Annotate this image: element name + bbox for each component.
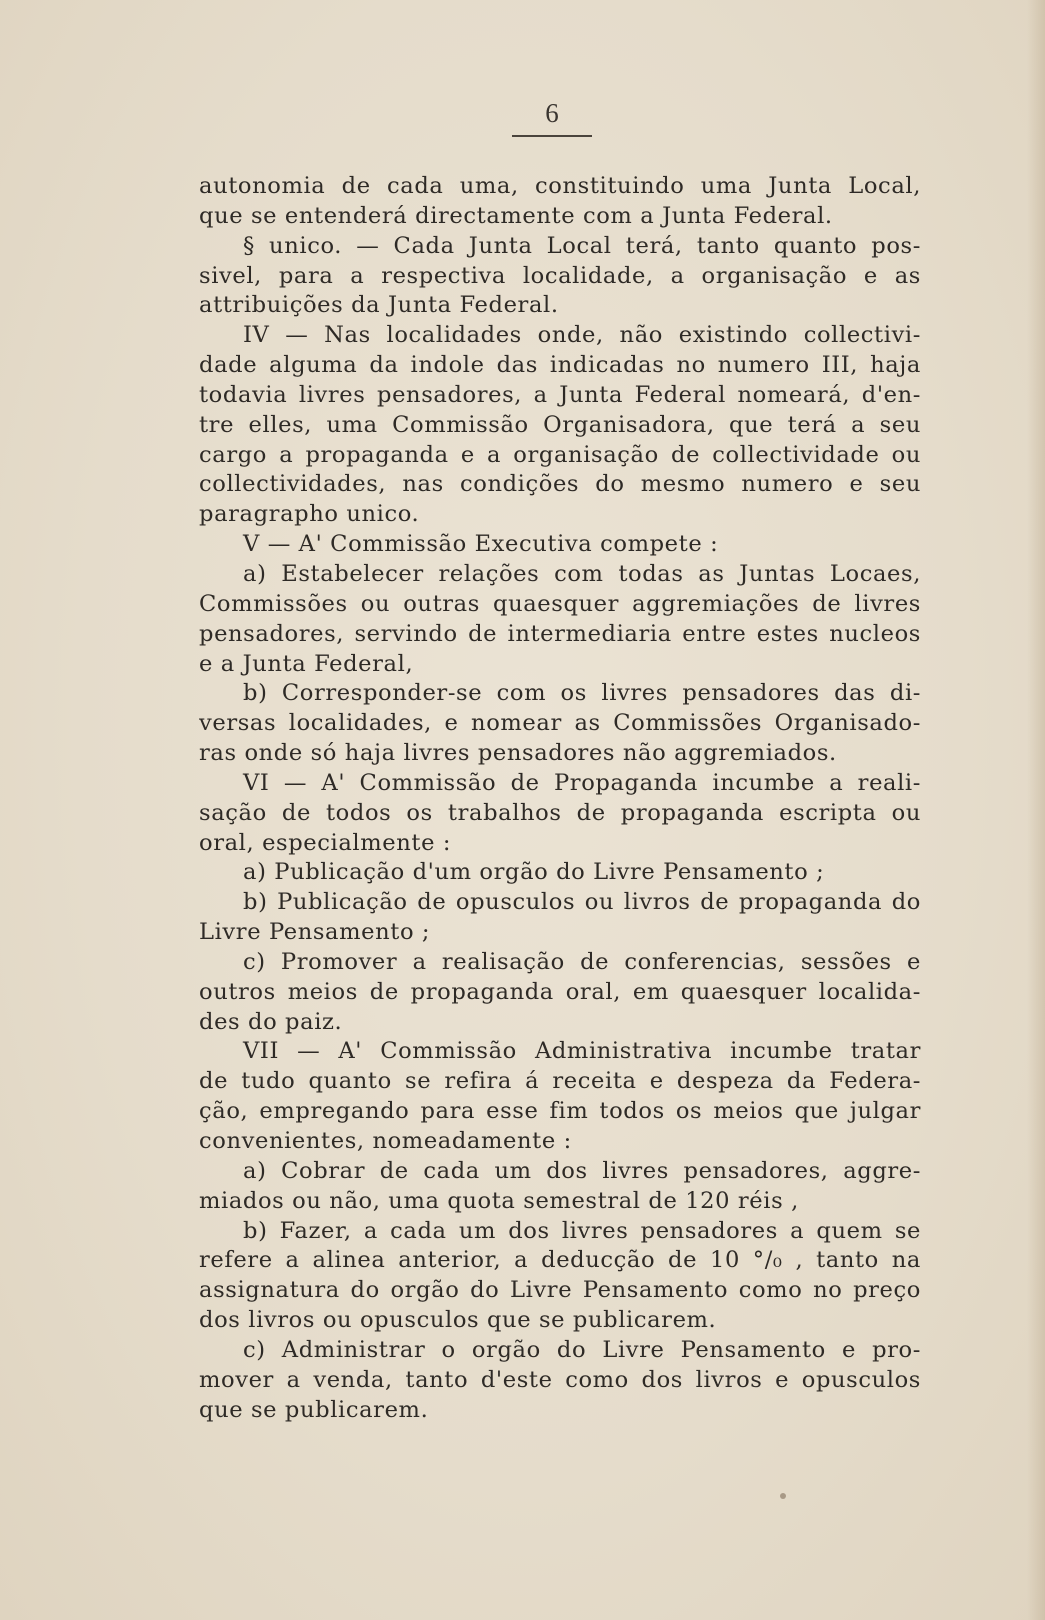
- text-line: b) Fazer, a cada um dos livres pensadores a quem se: [243, 1217, 921, 1244]
- text-line: que se publicarem.: [199, 1396, 429, 1423]
- text-line: assignatura do orgão do Livre Pensamento como no preço: [199, 1277, 921, 1304]
- text-line: b) Publicação de opusculos ou livros de propaganda do: [243, 889, 921, 916]
- text-line: paragrapho unico.: [199, 501, 420, 528]
- text-line: cargo a propaganda e a organisação de collectividade ou: [199, 441, 921, 468]
- text-line: oral, especialmente :: [199, 829, 452, 856]
- text-line: c) Promover a realisação de conferencias, sessões e: [243, 948, 921, 975]
- text-line: c) Administrar o orgão do Livre Pensamento e pro-: [243, 1336, 921, 1363]
- text-line: tre elles, uma Commissão Organisadora, que terá a seu: [199, 411, 921, 438]
- page-number-rule: [512, 135, 592, 137]
- ink-speck: [780, 1493, 786, 1499]
- text-line: sivel, para a respectiva localidade, a organisação e as: [199, 262, 921, 289]
- text-line: VI — A' Commissão de Propaganda incumbe a reali-: [243, 769, 921, 796]
- text-line: todavia livres pensadores, a Junta Federal nomeará, d'en-: [199, 381, 921, 408]
- text-line: dos livros ou opusculos que se publicarem.: [199, 1307, 717, 1334]
- text-line: convenientes, nomeadamente :: [199, 1128, 572, 1154]
- page-number: 6: [545, 98, 559, 128]
- text-line: § unico. — Cada Junta Local terá, tanto quanto pos-: [243, 232, 921, 259]
- page-edge-shadow: [1027, 0, 1045, 1620]
- text-line: ras onde só haja livres pensadores não aggremiados.: [199, 740, 837, 767]
- text-line: pensadores, servindo de intermediaria entre estes nucleos: [199, 620, 921, 647]
- text-line: sação de todos os trabalhos de propaganda escripta ou: [199, 799, 921, 826]
- text-line: a) Estabelecer relações com todas as Juntas Locaes,: [243, 560, 921, 587]
- text-line: b) Corresponder-se com os livres pensadores das di-: [243, 680, 921, 707]
- text-line: des do paiz.: [199, 1008, 343, 1035]
- text-line: a) Cobrar de cada um dos livres pensadores, aggre-: [243, 1157, 921, 1184]
- text-line: dade alguma da indole das indicadas no numero III, haja: [199, 352, 921, 379]
- text-line: outros meios de propaganda oral, em quaesquer localida-: [199, 978, 921, 1005]
- text-line: e a Junta Federal,: [199, 650, 414, 677]
- text-line: Livre Pensamento ;: [199, 919, 431, 946]
- text-line: ção, empregando para esse fim todos os meios que julgar: [199, 1098, 921, 1125]
- text-line: collectividades, nas condições do mesmo numero e seu: [199, 471, 921, 498]
- text-line: VII — A' Commissão Administrativa incumbe tratar: [243, 1038, 921, 1065]
- text-line: mover a venda, tanto d'este como dos livros e opusculos: [199, 1366, 921, 1393]
- text-line: attribuições da Junta Federal.: [199, 292, 559, 319]
- text-line: refere a alinea anterior, a deducção de 10 °/₀ , tanto na: [199, 1247, 921, 1274]
- text-line: IV — Nas localidades onde, não existindo collectivi-: [243, 322, 921, 349]
- text-line: versas localidades, e nomear as Commissões Organisado-: [199, 710, 921, 737]
- text-line: V — A' Commissão Executiva compete :: [243, 531, 719, 558]
- text-line: autonomia de cada uma, constituindo uma Junta Local,: [199, 173, 921, 199]
- text-line: a) Publicação d'um orgão do Livre Pensamento ;: [243, 859, 825, 886]
- text-line: miados ou não, uma quota semestral de 120 réis ,: [199, 1187, 799, 1214]
- text-line: que se entenderá directamente com a Junta Federal.: [199, 202, 833, 229]
- text-line: de tudo quanto se refira á receita e despeza da Federa-: [199, 1068, 921, 1095]
- body-text: [199, 172, 921, 1425]
- text-line: Commissões ou outras quaesquer aggremiações de livres: [199, 590, 921, 617]
